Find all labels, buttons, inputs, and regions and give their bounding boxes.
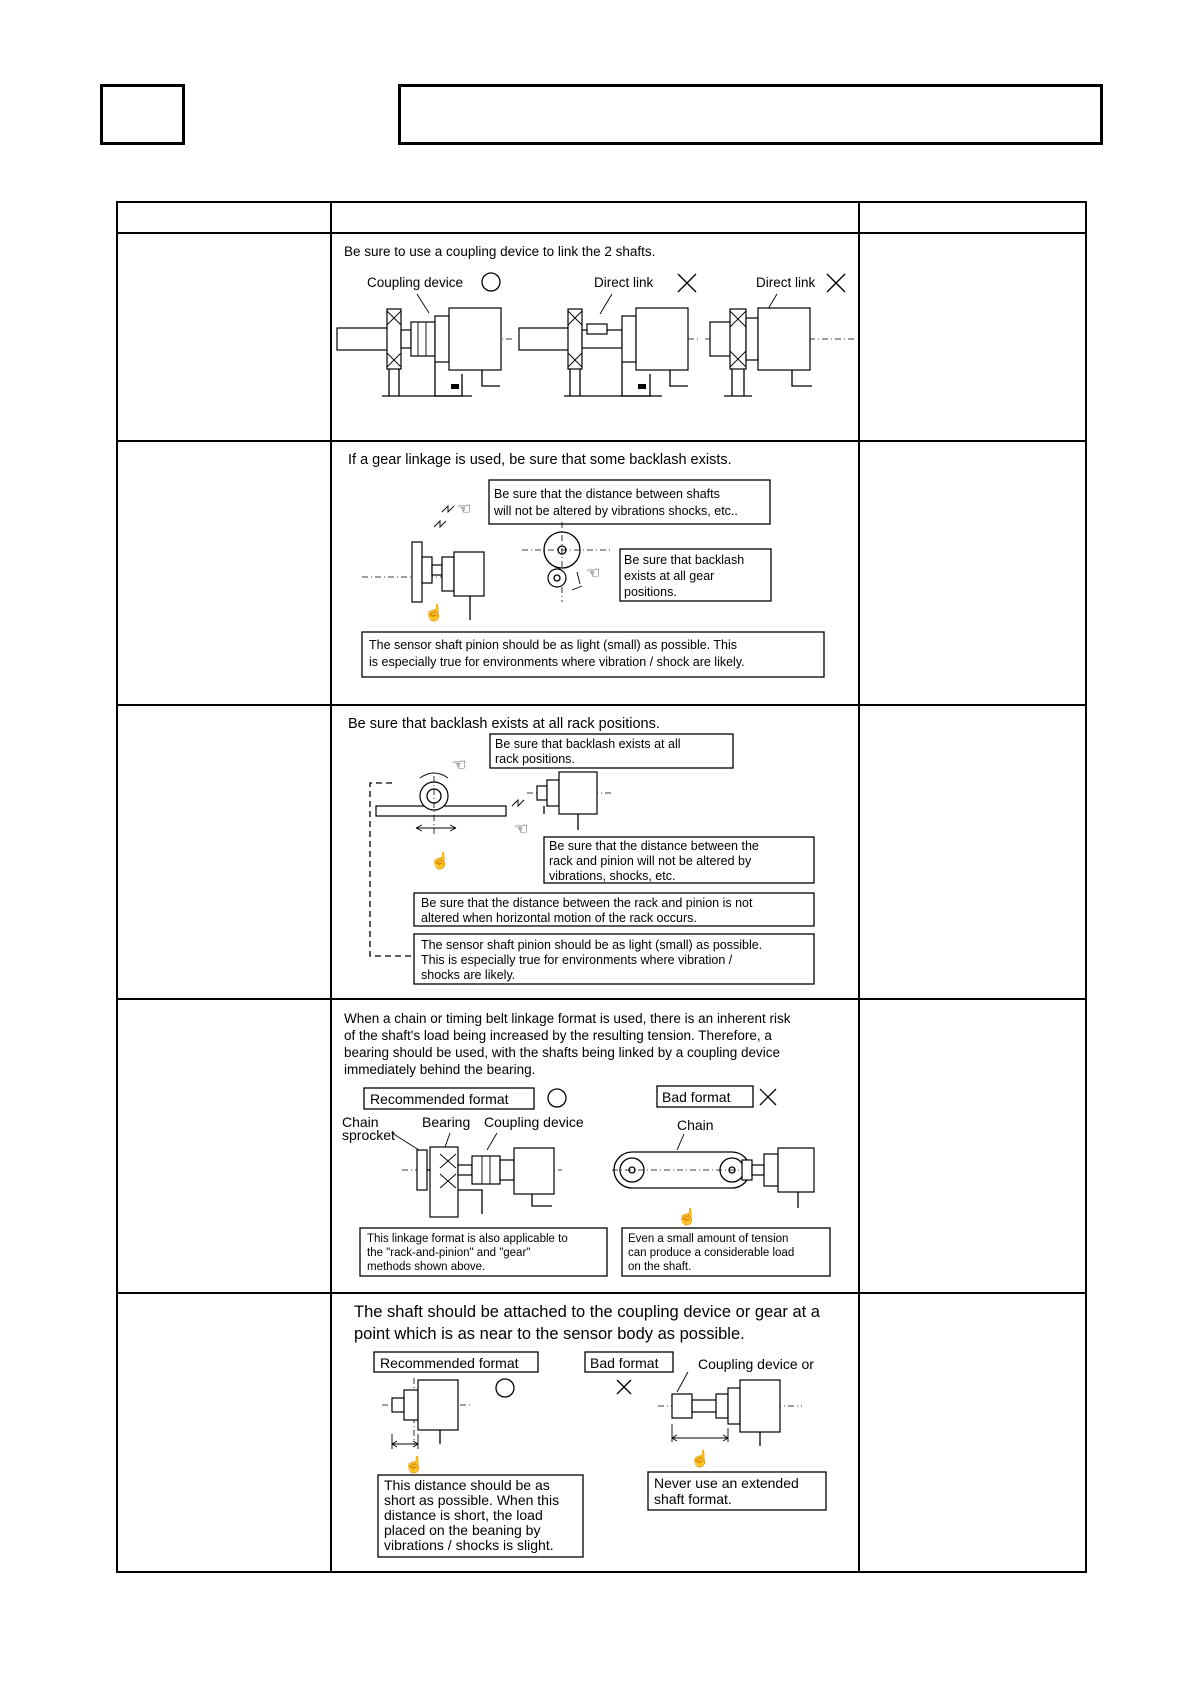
note-text: The sensor shaft pinion should be as light (small) as possible. This <box>369 638 738 652</box>
note-text: shocks are likely. <box>421 968 516 982</box>
note-text: Be sure that the distance between the rack and pinion is not <box>421 896 753 910</box>
row5-heading: point which is as near to the sensor body as possible. <box>354 1325 745 1343</box>
gear-linkage-diagram <box>332 442 858 704</box>
label-chain-sprocket: Chain <box>342 1114 379 1130</box>
note-text: Never use an extended <box>654 1475 799 1491</box>
recommended-format-label: Recommended format <box>380 1355 519 1371</box>
note-text: shaft format. <box>654 1491 732 1507</box>
hand-pointer-icon: ☝ <box>690 1451 710 1468</box>
note-text: This is especially true for environments where vibration / <box>421 953 733 967</box>
bad-shaft-figure <box>658 1372 802 1468</box>
ok-circle-icon <box>548 1089 566 1107</box>
note-text: vibrations, shocks, etc. <box>549 869 676 883</box>
table-row <box>117 1293 1086 1572</box>
hand-pointer-icon: ☝ <box>424 605 444 622</box>
label-direct-link-1: Direct link <box>594 275 654 290</box>
ok-circle-icon <box>496 1379 514 1397</box>
note-text: This distance should be as <box>384 1477 550 1493</box>
row-remark <box>859 233 1086 441</box>
row-remark <box>859 1293 1086 1572</box>
recommended-shaft-figure <box>382 1378 472 1474</box>
ng-cross-icon <box>678 274 696 292</box>
note-text: the "rack-and-pinion" and "gear" <box>367 1247 531 1259</box>
note-text: altered when horizontal motion of the rack occurs. <box>421 911 697 925</box>
note-text: can produce a considerable load <box>628 1247 795 1259</box>
gear-pair-figure <box>522 522 612 602</box>
hand-pointer-icon: ☜ <box>457 501 472 518</box>
row4-paragraph: When a chain or timing belt linkage format is used, there is an inherent risk <box>344 1011 791 1026</box>
row4-paragraph: bearing should be used, with the shafts being linked by a coupling device <box>344 1045 781 1060</box>
note-text: will not be altered by vibrations shocks, etc.. <box>494 504 738 518</box>
note-text: Be sure that backlash <box>624 553 745 567</box>
row-item <box>117 1293 331 1572</box>
row-remark <box>859 705 1086 999</box>
coupling-diagram <box>332 234 858 440</box>
hand-pointer-icon: ☝ <box>430 853 450 870</box>
row4-paragraph: of the shaft's load being increased by the resulting tension. Therefore, a <box>344 1028 772 1043</box>
hand-pointer-icon: ☜ <box>514 821 529 838</box>
table-row <box>117 441 1086 705</box>
ok-circle-icon <box>482 273 500 291</box>
row-content <box>331 441 859 705</box>
precautions-table <box>116 201 1087 1573</box>
row-item <box>117 705 331 999</box>
row5-heading: The shaft should be attached to the coupling device or gear at a <box>354 1303 820 1321</box>
row-content <box>331 999 859 1293</box>
rack-sensor-figure <box>527 772 612 830</box>
note-text: Be sure that the distance between shafts <box>494 487 720 501</box>
table-row <box>117 705 1086 999</box>
row-item <box>117 999 331 1293</box>
hand-pointer-icon: ☜ <box>586 565 601 582</box>
row-item <box>117 233 331 441</box>
shaft-attachment-diagram <box>332 1294 858 1571</box>
note-text: on the shaft. <box>628 1261 692 1273</box>
note-text: Be sure that the distance between the <box>549 839 759 853</box>
header-title-box <box>398 84 1103 145</box>
note-text: is especially true for environments where vibration / shock are likely. <box>369 655 745 669</box>
rack-pinion-diagram <box>332 706 858 998</box>
table-row <box>117 999 1086 1293</box>
col-header-remark <box>859 202 1086 233</box>
recommended-chain-figure <box>392 1133 562 1217</box>
row-remark <box>859 999 1086 1293</box>
coupling-figure <box>337 294 512 396</box>
col-header-content <box>331 202 859 233</box>
label-chain-sprocket: sprocket <box>342 1127 395 1143</box>
label-coupling-device-or: Coupling device or <box>698 1356 814 1372</box>
ng-cross-icon <box>827 274 845 292</box>
recommended-format-label: Recommended format <box>370 1091 509 1107</box>
bad-chain-figure <box>612 1134 814 1226</box>
note-text: Be sure that backlash exists at all <box>495 737 681 751</box>
row4-paragraph: immediately behind the bearing. <box>344 1062 536 1077</box>
label-bearing: Bearing <box>422 1114 471 1130</box>
chain-belt-diagram <box>332 1000 858 1292</box>
direct-link-figure-1 <box>519 294 700 396</box>
note-text: short as possible. When this <box>384 1492 560 1508</box>
row-content <box>331 1293 859 1572</box>
row3-heading: Be sure that backlash exists at all rack positions. <box>348 716 660 732</box>
ng-cross-icon <box>617 1380 631 1394</box>
hand-pointer-icon: ☝ <box>677 1209 697 1226</box>
note-text: The sensor shaft pinion should be as light (small) as possible. <box>421 938 763 952</box>
note-text: vibrations / shocks is slight. <box>384 1537 554 1553</box>
hand-pointer-icon: ☜ <box>452 757 467 774</box>
note-text: Even a small amount of tension <box>628 1233 789 1245</box>
note-text: This linkage format is also applicable to <box>367 1233 568 1245</box>
row-content <box>331 233 859 441</box>
bad-format-label: Bad format <box>662 1089 731 1105</box>
note-text: rack and pinion will not be altered by <box>549 854 752 868</box>
row-content <box>331 705 859 999</box>
row-item <box>117 441 331 705</box>
label-chain: Chain <box>677 1117 714 1133</box>
direct-link-figure-2 <box>705 294 857 396</box>
table-header-row <box>117 202 1086 233</box>
note-text: rack positions. <box>495 752 575 766</box>
gear-sensor-figure <box>362 501 484 622</box>
table-row <box>117 233 1086 441</box>
note-text: positions. <box>624 585 677 599</box>
row1-heading: Be sure to use a coupling device to link the 2 shafts. <box>344 244 656 259</box>
ng-cross-icon <box>760 1089 776 1105</box>
note-text: distance is short, the load <box>384 1507 543 1523</box>
note-text: placed on the beaning by <box>384 1522 541 1538</box>
header-left-box <box>100 84 185 145</box>
bad-format-label: Bad format <box>590 1355 659 1371</box>
col-header-item <box>117 202 331 233</box>
note-text: methods shown above. <box>367 1261 486 1273</box>
label-coupling-device: Coupling device <box>484 1114 584 1130</box>
hand-pointer-icon: ☝ <box>404 1457 424 1474</box>
label-direct-link-2: Direct link <box>756 275 816 290</box>
row-remark <box>859 441 1086 705</box>
note-text: exists at all gear <box>624 569 715 583</box>
label-coupling-device: Coupling device <box>367 275 464 290</box>
row2-heading: If a gear linkage is used, be sure that some backlash exists. <box>348 452 732 468</box>
